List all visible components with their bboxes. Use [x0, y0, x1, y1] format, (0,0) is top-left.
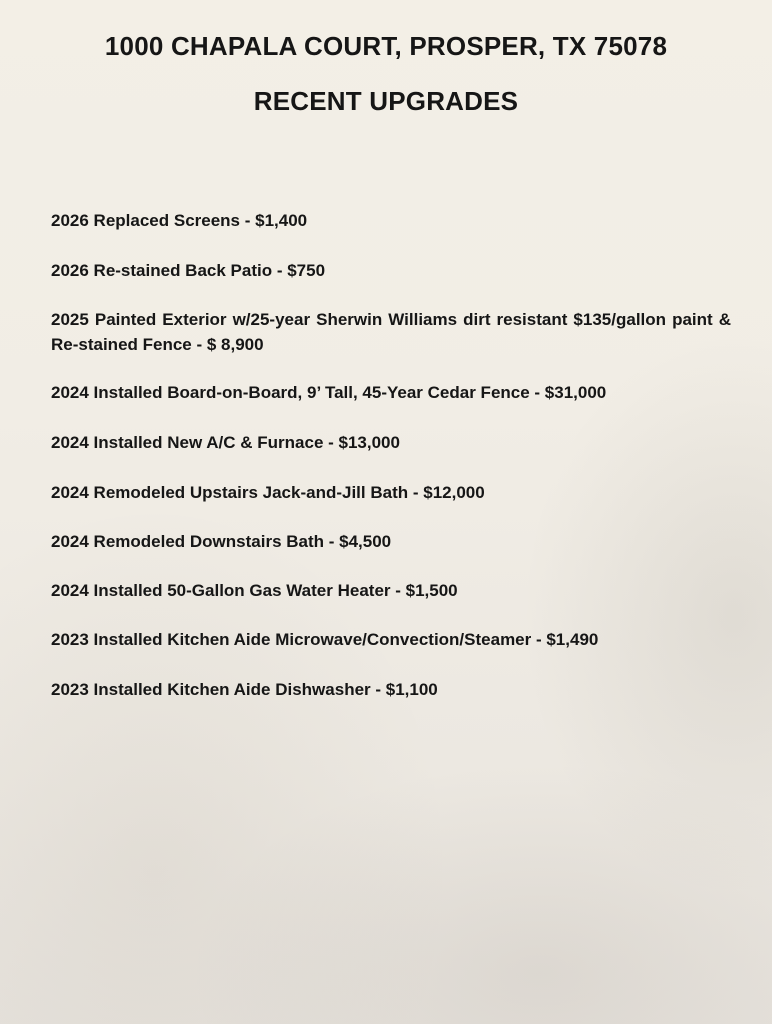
upgrade-item: 2024 Installed Board-on-Board, 9’ Tall, 45-Year Cedar Fence - $31,000	[51, 383, 607, 402]
upgrade-item: 2026 Replaced Screens - $1,400	[51, 211, 308, 230]
upgrade-item: 2023 Installed Kitchen Aide Microwave/Convection/Steamer - $1,490	[51, 630, 599, 649]
upgrade-item: 2024 Remodeled Downstairs Bath - $4,500	[51, 532, 392, 551]
upgrade-item: 2025 Painted Exterior w/25-year Sherwin Williams dirt resistant $135/gallon paint & Re-stained Fence - $ 8,900	[51, 310, 731, 354]
upgrade-item: 2024 Remodeled Upstairs Jack-and-Jill Bath - $12,000	[51, 483, 485, 502]
upgrade-item: 2026 Re-stained Back Patio - $750	[51, 261, 326, 280]
property-address-title: 1000 CHAPALA COURT, PROSPER, TX 75078	[104, 31, 668, 61]
recent-upgrades-heading: RECENT UPGRADES	[253, 86, 519, 116]
upgrade-item: 2024 Installed 50-Gallon Gas Water Heater - $1,500	[51, 581, 458, 600]
upgrade-item: 2024 Installed New A/C & Furnace - $13,000	[51, 433, 400, 452]
upgrade-item: 2023 Installed Kitchen Aide Dishwasher - $1,100	[51, 680, 438, 699]
